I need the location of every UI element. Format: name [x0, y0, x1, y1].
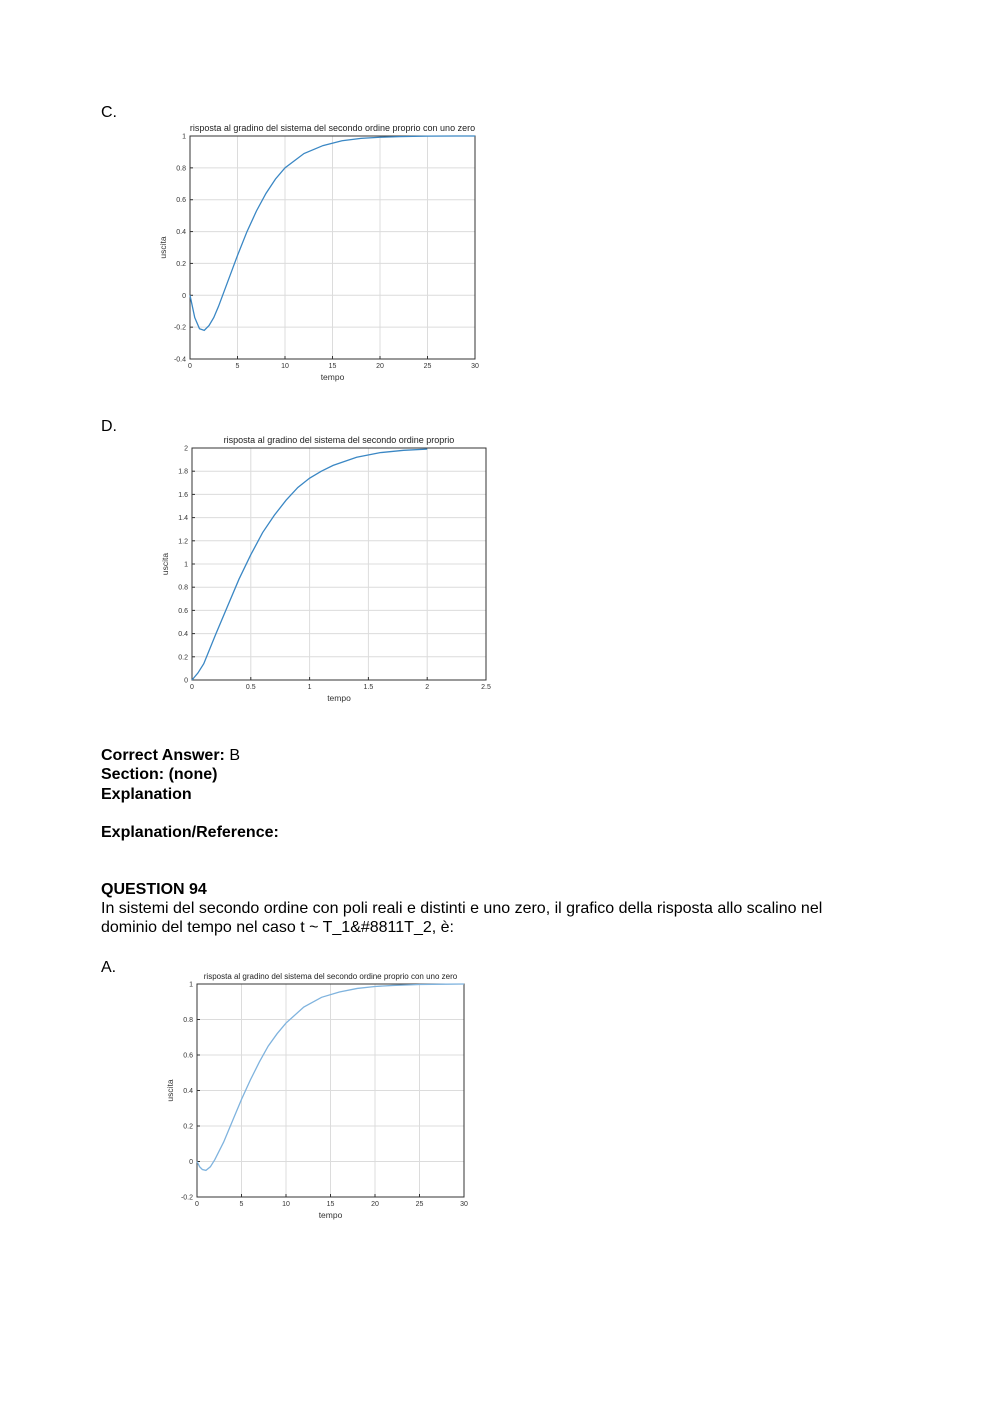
question-title: QUESTION 94 — [101, 881, 207, 898]
y-tick-label: 0.4 — [176, 229, 186, 237]
x-tick-label: 2 — [425, 684, 430, 691]
y-tick-label: -0.4 — [173, 356, 186, 364]
chart-title: risposta al gradino del sistema del secondo ordine proprio con uno zero — [189, 123, 476, 133]
y-tick-label: -0.2 — [180, 1194, 193, 1202]
y-tick-label: 1.4 — [178, 515, 188, 523]
x-tick-label: 10 — [282, 1201, 290, 1208]
x-axis-label: tempo — [320, 372, 345, 382]
correct-answer — [101, 746, 240, 765]
y-tick-label: 0.8 — [183, 1017, 193, 1024]
x-tick-label: 2.5 — [481, 684, 491, 691]
x-tick-label: 20 — [376, 363, 384, 370]
section-line: Section: (none) — [101, 766, 218, 783]
option-a-label: A. — [101, 959, 117, 976]
x-tick-label: 1 — [307, 684, 312, 691]
x-tick-label: 0 — [188, 363, 192, 370]
correct-answer-label: Correct Answer: — [101, 747, 225, 764]
option-d-label: D. — [101, 418, 117, 435]
y-tick-label: 0.8 — [176, 165, 186, 173]
y-tick-label: 0.6 — [183, 1052, 193, 1060]
chart-d — [150, 430, 510, 712]
y-tick-label: 0.2 — [183, 1123, 193, 1131]
chart-title: risposta al gradino del sistema del secondo ordine proprio — [223, 435, 455, 445]
y-tick-label: 2 — [184, 445, 188, 453]
chart-title: risposta al gradino del sistema del secondo ordine proprio con uno zero — [203, 972, 458, 981]
x-tick-label: 25 — [423, 363, 432, 370]
y-tick-label: 0.2 — [178, 654, 188, 662]
x-tick-label: 0 — [190, 684, 194, 691]
chart-c — [150, 118, 510, 396]
y-tick-label: 0 — [184, 677, 188, 685]
x-tick-label: 1.5 — [363, 684, 374, 691]
x-axis-label: tempo — [318, 1210, 343, 1220]
x-tick-label: 10 — [281, 363, 289, 370]
x-tick-label: 5 — [239, 1201, 244, 1208]
x-tick-label: 15 — [326, 1201, 335, 1208]
explanation-reference: Explanation/Reference: — [101, 824, 279, 841]
y-tick-label: -0.2 — [173, 324, 186, 332]
x-tick-label: 0 — [195, 1201, 199, 1208]
x-tick-label: 30 — [460, 1201, 468, 1208]
x-tick-label: 0.5 — [245, 684, 256, 691]
x-tick-label: 15 — [328, 363, 337, 370]
y-tick-label: 0.2 — [176, 260, 186, 268]
x-tick-label: 30 — [471, 363, 479, 370]
question-text-line2: dominio del tempo nel caso t ~ T_1&#8811T_2, è: — [101, 919, 454, 936]
y-tick-label: 0.6 — [178, 607, 188, 615]
explanation-heading: Explanation — [101, 786, 192, 803]
x-axis-label: tempo — [327, 693, 351, 703]
y-tick-label: 0.4 — [183, 1088, 193, 1095]
y-axis-label: uscita — [160, 552, 170, 576]
y-tick-label: 1 — [189, 981, 193, 989]
y-tick-label: 1 — [182, 133, 186, 141]
y-tick-label: 1.6 — [178, 491, 188, 499]
question-text-line1: In sistemi del secondo ordine con poli reali e distinti e uno zero, il grafico della risposta allo scalino nel — [101, 900, 823, 917]
y-axis-label: uscita — [158, 236, 168, 259]
option-c-label: C. — [101, 104, 117, 121]
correct-answer-value: B — [229, 747, 241, 764]
y-tick-label: 0 — [182, 292, 186, 300]
y-axis-label: uscita — [165, 1079, 175, 1102]
y-tick-label: 0 — [189, 1159, 193, 1166]
x-tick-label: 5 — [235, 363, 240, 370]
y-tick-label: 1.8 — [178, 468, 188, 476]
x-tick-label: 25 — [415, 1201, 424, 1208]
y-tick-label: 0.4 — [178, 631, 188, 639]
y-tick-label: 1.2 — [178, 538, 188, 546]
y-tick-label: 0.6 — [176, 197, 186, 205]
y-tick-label: 0.8 — [178, 584, 188, 592]
y-tick-label: 1 — [184, 561, 188, 569]
chart-a — [160, 968, 490, 1228]
x-tick-label: 20 — [371, 1201, 379, 1208]
